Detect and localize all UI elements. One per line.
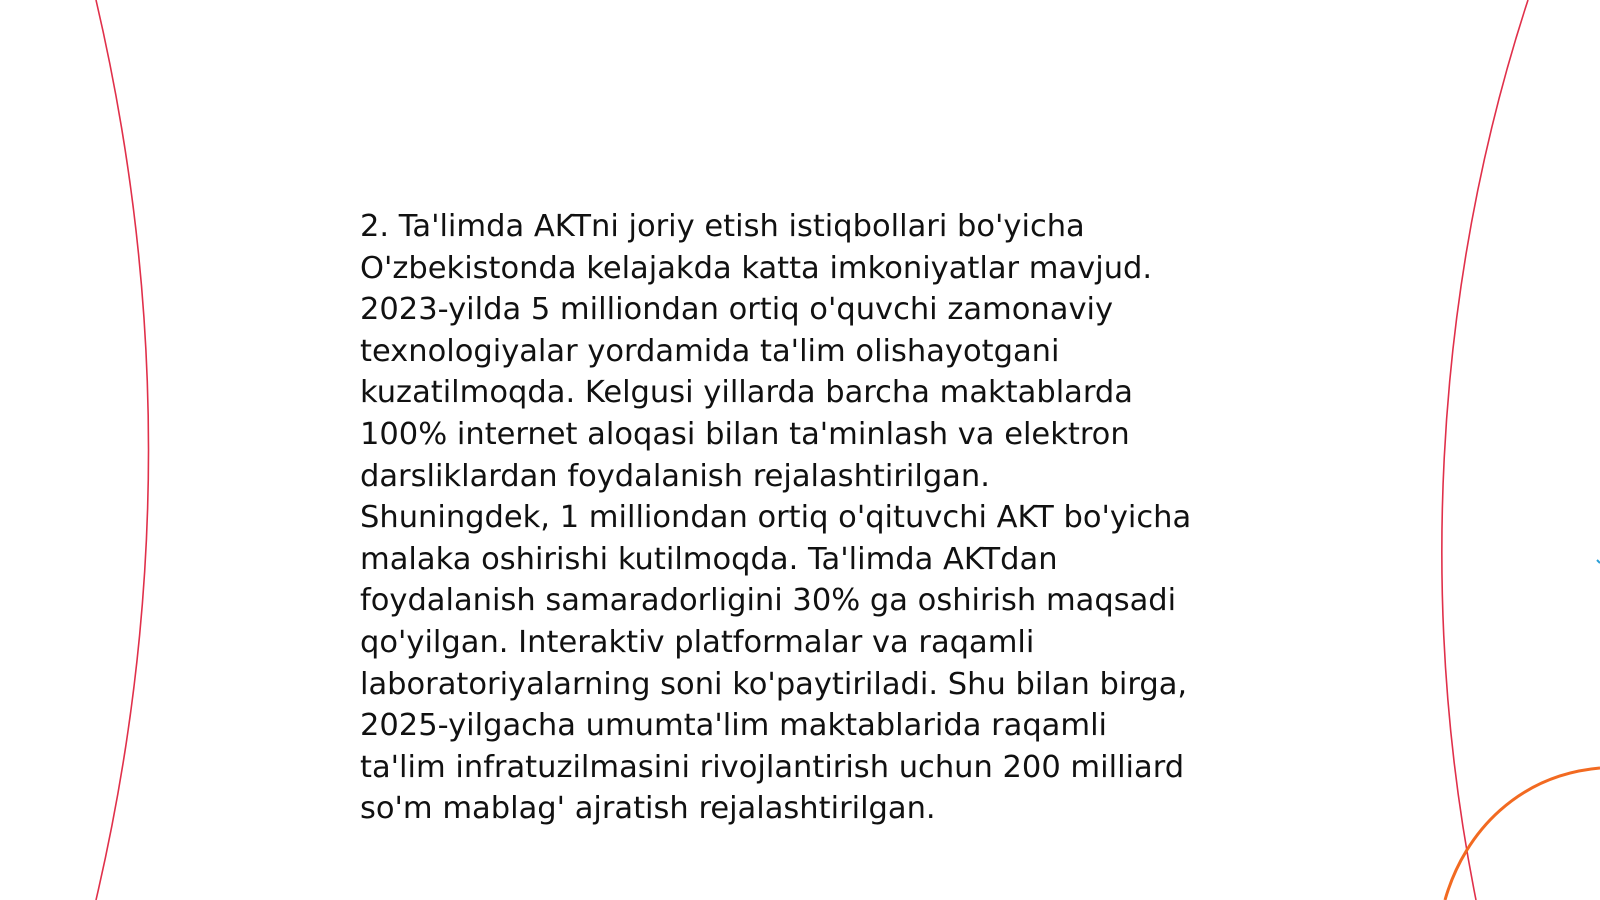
right-red-arc <box>1442 0 1528 900</box>
orange-circle-arc <box>1445 768 1600 900</box>
body-text: 2. Ta'limda AKTni joriy etish istiqbollari bo'yicha O'zbekistonda kelajakda katta imkoniyatlar mavjud. 2023-yilda 5 milliondan ortiq o'quvchi zamonaviy texnologiyalar yordamida ta'lim olishayotgani kuzatilmoqda. Kelgusi yillarda barcha maktablarda 100% internet aloqasi bilan ta'minlash va elektron darsliklardan foydalanish rejalashtirilgan. Shuningdek, 1 milliondan ortiq o'qituvchi AKT bo'yicha malaka oshirishi kutilmoqda. Ta'limda AKTdan foydalanish samaradorligini 30% ga oshirish maqsadi qo'yilgan. Interaktiv platformalar va raqamli laboratoriyalarning soni ko'paytiriladi. Shu bilan birga, 2025-yilgacha umumta'lim maktablarida raqamli ta'lim infratuzilmasini rivojlantirish uchun 200 milliard so'm mablag' ajratish rejalashtirilgan. <box>360 209 1192 827</box>
left-red-arc <box>96 0 149 900</box>
